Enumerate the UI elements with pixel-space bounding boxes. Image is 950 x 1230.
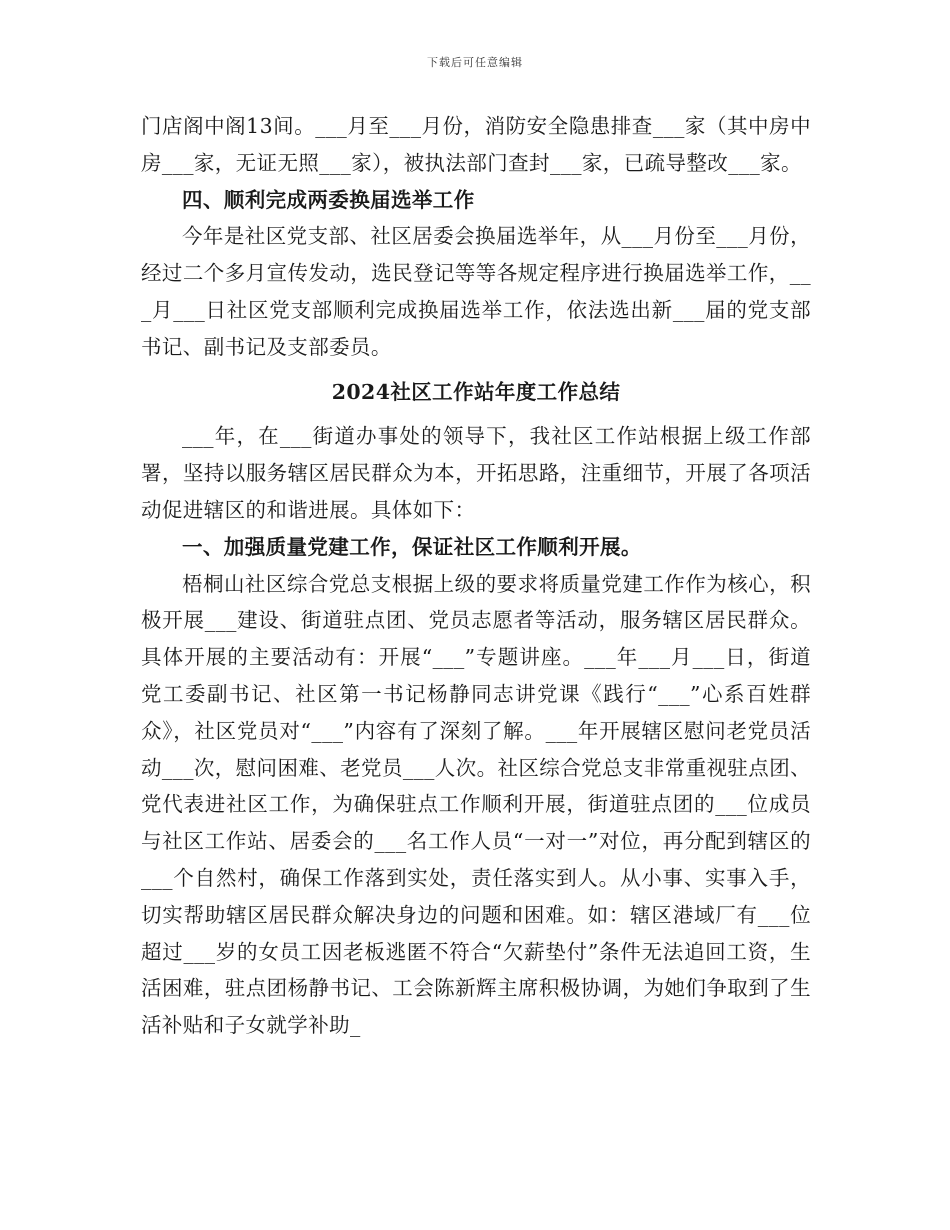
- paragraph-intro: ___年，在___街道办事处的领导下，我社区工作站根据上级工作部署，坚持以服务辖区居民群众为本，开拓思路，注重细节，开展了各项活动促进辖区的和谐进展。具体如下：: [141, 424, 811, 522]
- paragraph-party-building: 梧桐山社区综合党总支根据上级的要求将质量党建工作作为核心，积极开展___建设、街道驻点团、党员志愿者等活动，服务辖区居民群众。具体开展的主要活动有：开展“___”专题讲座。___年___月___日，街道党工委副书记、社区第一书记杨静同志讲党课《践行“___”心系百姓群众》，社区党员对“___”内容有了深刻了解。___年开展辖区慰问老党员活动___次，慰问困难、老党员___人次。社区综合党总支非常重视驻点团、党代表进社区工作，为确保驻点工作顺利开展，街道驻点团的___位成员与社区工作站、居委会的___名工作人员“一对一”对位，再分配到辖区的___个自然村，确保工作落到实处，责任落实到人。从小事、实事入手，切实帮助辖区居民群众解决身边的问题和困难。如：辖区港域厂有___位超过___岁的女员工因老板逃匿不符合“欠薪垫付”条件无法追回工资，生活困难，驻点团杨静书记、工会陈新辉主席积极协调，为她们争取到了生活补贴和子女就学补助_: [141, 571, 811, 1038]
- page-header-note: 下载后可任意编辑: [427, 56, 523, 69]
- document-body: [141, 108, 811, 1044]
- paragraph-fire-safety: 门店阁中阁13间。___月至___月份，消防安全隐患排查___家（其中房中房___家，无证无照___家），被执法部门查封___家，已疏导整改___家。: [141, 114, 811, 175]
- paragraph-election: 今年是社区党支部、社区居委会换届选举年，从___月份至___月份，经过二个多月宣传发动，选民登记等等各规定程序进行换届选举工作，___月___日社区党支部顺利完成换届选举工作，依法选出新___届的党支部书记、副书记及支部委员。: [141, 224, 811, 359]
- section-heading-party-building: 一、加强质量党建工作，保证社区工作顺利开展。: [182, 534, 642, 559]
- section-heading-election: 四、顺利完成两委换届选举工作: [182, 187, 475, 212]
- document-title: 2024社区工作站年度工作总结: [331, 379, 621, 404]
